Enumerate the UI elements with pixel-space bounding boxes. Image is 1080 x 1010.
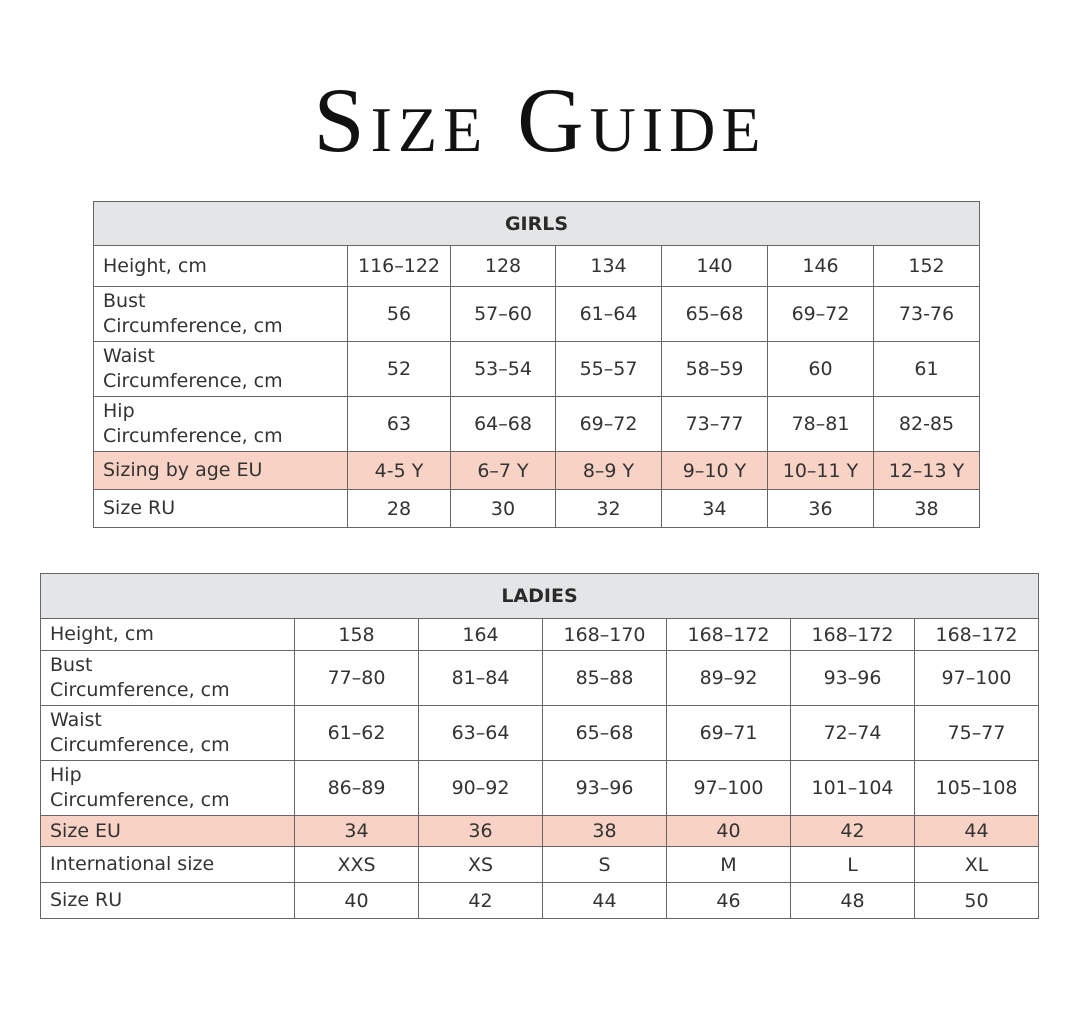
table-cell: 90–92	[419, 761, 543, 816]
table-cell: 36	[768, 490, 874, 528]
row-label	[94, 342, 348, 397]
table-cell: 128	[451, 246, 556, 287]
row-label-line: Circumference, cm	[50, 789, 230, 811]
row-label-line: Hip	[103, 400, 135, 422]
table-cell: 93–96	[543, 761, 667, 816]
table-cell: 105–108	[915, 761, 1039, 816]
row-label: International size	[41, 847, 295, 883]
table-cell: 72–74	[791, 706, 915, 761]
table-cell: 168–172	[667, 619, 791, 651]
table-cell: 52	[348, 342, 451, 397]
table-cell: 81–84	[419, 651, 543, 706]
table-cell: 30	[451, 490, 556, 528]
row-label	[94, 287, 348, 342]
table-cell: 50	[915, 883, 1039, 919]
table-cell: 9–10 Y	[662, 452, 768, 490]
table-cell: 8–9 Y	[556, 452, 662, 490]
table-cell: 46	[667, 883, 791, 919]
row-label-line: Circumference, cm	[103, 370, 283, 392]
table-cell: 28	[348, 490, 451, 528]
table-cell: 168–172	[791, 619, 915, 651]
girls-row-size-ru	[94, 490, 980, 528]
row-label: Sizing by age EU	[94, 452, 348, 490]
row-label	[94, 397, 348, 452]
ladies-row-bust	[41, 651, 1039, 706]
table-cell: 73-76	[874, 287, 980, 342]
girls-row-hip	[94, 397, 980, 452]
ladies-row-waist	[41, 706, 1039, 761]
table-cell: 82-85	[874, 397, 980, 452]
table-cell: 12–13 Y	[874, 452, 980, 490]
ladies-row-international-size	[41, 847, 1039, 883]
row-label	[41, 761, 295, 816]
table-cell: 168–170	[543, 619, 667, 651]
table-cell: 42	[791, 816, 915, 847]
table-cell: 10–11 Y	[768, 452, 874, 490]
row-label-line: Hip	[50, 764, 82, 786]
table-cell: 69–71	[667, 706, 791, 761]
girls-row-bust	[94, 287, 980, 342]
table-cell: 6–7 Y	[451, 452, 556, 490]
row-label-line: Circumference, cm	[50, 679, 230, 701]
table-cell: XS	[419, 847, 543, 883]
table-cell: 158	[295, 619, 419, 651]
table-cell: 65–68	[543, 706, 667, 761]
girls-table-heading: GIRLS	[94, 202, 980, 246]
ladies-row-size-eu	[41, 816, 1039, 847]
table-cell: 77–80	[295, 651, 419, 706]
table-cell: L	[791, 847, 915, 883]
table-cell: 134	[556, 246, 662, 287]
table-cell: M	[667, 847, 791, 883]
row-label-line: Circumference, cm	[103, 315, 283, 337]
table-cell: 56	[348, 287, 451, 342]
row-label	[41, 651, 295, 706]
table-cell: 89–92	[667, 651, 791, 706]
row-label-line: Waist	[103, 345, 155, 367]
table-cell: 69–72	[556, 397, 662, 452]
table-cell: 61–62	[295, 706, 419, 761]
ladies-row-hip	[41, 761, 1039, 816]
table-cell: 55–57	[556, 342, 662, 397]
table-cell: 146	[768, 246, 874, 287]
row-label-line: Bust	[103, 290, 146, 312]
table-cell: 116–122	[348, 246, 451, 287]
table-cell: 86–89	[295, 761, 419, 816]
table-cell: S	[543, 847, 667, 883]
table-cell: 78–81	[768, 397, 874, 452]
table-cell: 40	[667, 816, 791, 847]
table-cell: XXS	[295, 847, 419, 883]
girls-row-waist	[94, 342, 980, 397]
table-cell: 97–100	[667, 761, 791, 816]
table-cell: 164	[419, 619, 543, 651]
table-cell: 140	[662, 246, 768, 287]
table-cell: 53–54	[451, 342, 556, 397]
table-cell: 168–172	[915, 619, 1039, 651]
table-cell: 44	[915, 816, 1039, 847]
ladies-size-table	[40, 573, 1039, 919]
ladies-row-height	[41, 619, 1039, 651]
row-label: Height, cm	[94, 246, 348, 287]
row-label: Size RU	[41, 883, 295, 919]
table-cell: 73–77	[662, 397, 768, 452]
ladies-row-size-ru	[41, 883, 1039, 919]
table-cell: 42	[419, 883, 543, 919]
table-cell: 4-5 Y	[348, 452, 451, 490]
row-label-line: Bust	[50, 654, 93, 676]
table-cell: 152	[874, 246, 980, 287]
table-cell: 38	[874, 490, 980, 528]
table-cell: 65–68	[662, 287, 768, 342]
table-cell: 85–88	[543, 651, 667, 706]
table-cell: 60	[768, 342, 874, 397]
table-cell: 32	[556, 490, 662, 528]
table-cell: 101–104	[791, 761, 915, 816]
table-cell: 34	[295, 816, 419, 847]
page-title: Size Guide	[313, 69, 767, 171]
table-cell: 69–72	[768, 287, 874, 342]
table-cell: 63–64	[419, 706, 543, 761]
row-label-line: Waist	[50, 709, 102, 731]
row-label: Size EU	[41, 816, 295, 847]
row-label: Size RU	[94, 490, 348, 528]
girls-row-height	[94, 246, 980, 287]
table-cell: 97–100	[915, 651, 1039, 706]
table-cell: 40	[295, 883, 419, 919]
table-cell: 44	[543, 883, 667, 919]
table-cell: XL	[915, 847, 1039, 883]
table-cell: 36	[419, 816, 543, 847]
table-cell: 61	[874, 342, 980, 397]
table-cell: 93–96	[791, 651, 915, 706]
table-cell: 61–64	[556, 287, 662, 342]
table-cell: 63	[348, 397, 451, 452]
row-label	[41, 706, 295, 761]
table-cell: 57–60	[451, 287, 556, 342]
table-cell: 58–59	[662, 342, 768, 397]
row-label-line: Circumference, cm	[50, 734, 230, 756]
row-label: Height, cm	[41, 619, 295, 651]
girls-row-sizing-by-age	[94, 452, 980, 490]
ladies-table-heading: LADIES	[41, 574, 1039, 619]
table-cell: 38	[543, 816, 667, 847]
girls-size-table	[93, 201, 980, 528]
table-cell: 64–68	[451, 397, 556, 452]
table-cell: 75–77	[915, 706, 1039, 761]
row-label-line: Circumference, cm	[103, 425, 283, 447]
table-cell: 34	[662, 490, 768, 528]
table-cell: 48	[791, 883, 915, 919]
